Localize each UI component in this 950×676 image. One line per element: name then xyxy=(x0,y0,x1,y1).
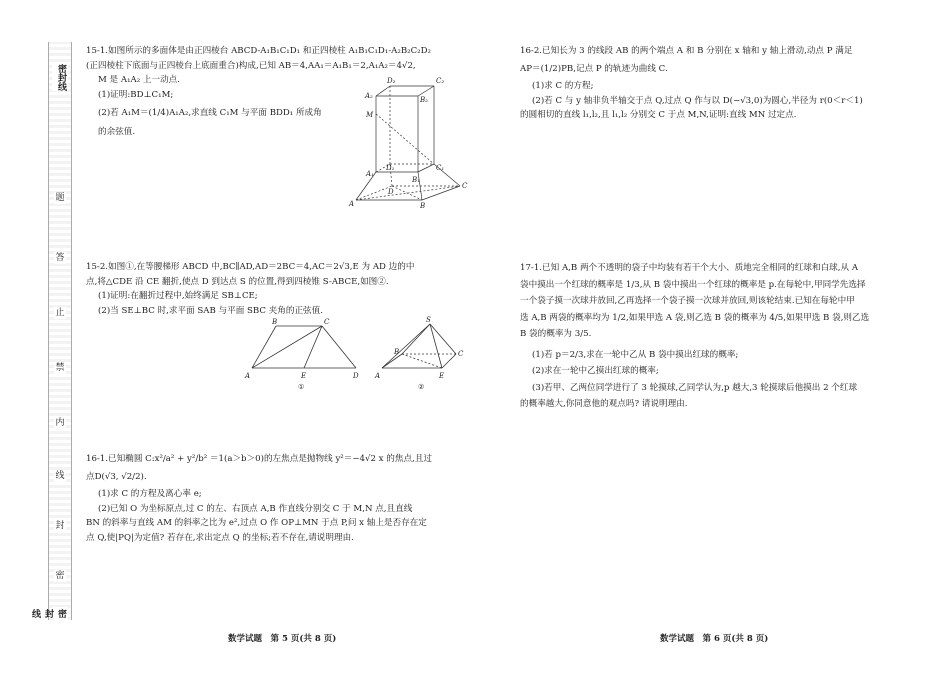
q16-2-part-2: (2)若 C 与 y 轴非负半轴交于点 Q,过点 Q 作与以 D(−√3,0)为圆心,半径为 r(0＜r＜1) xyxy=(532,95,863,106)
binding-top-label: 密封线 xyxy=(52,64,68,91)
page-footer-left: 数学试题 第 5 页(共 8 页) xyxy=(228,634,337,644)
q16-1-part-1: (1)求 C 的方程及离心率 e; xyxy=(98,489,202,499)
question-17-1 xyxy=(520,260,920,413)
q15-2-part-2: (2)当 SE⊥BC 时,求平面 SAB 与平面 SBC 夹角的正弦值. xyxy=(98,305,323,316)
q17-1-line: 的概率越大,你同意他的观点吗? 请说明理由. xyxy=(520,399,688,409)
q16-2-line: 的圆相切的直线 l₁,l₂,且 l₁,l₂ 分别交 C 于点 M,N,证明:直线 MN 过定点. xyxy=(520,110,797,120)
figure-label: D xyxy=(353,372,359,380)
trapezoid-figure-1 xyxy=(240,316,370,392)
figure-label: D₂ xyxy=(387,77,396,85)
question-16-2 xyxy=(520,44,920,123)
pyramid-figure-2 xyxy=(372,316,472,392)
q16-1-line: 点 Q,使|PQ|为定值? 若存在,求出定点 Q 的坐标;若不存在,请说明理由. xyxy=(86,532,354,543)
figure-label: A₁ xyxy=(366,170,374,178)
figure-label: A xyxy=(375,372,381,380)
figure-label: A₂ xyxy=(365,92,373,100)
page-footer-right: 数学试题 第 6 页(共 8 页) xyxy=(660,634,769,644)
binding-mark: 禁 xyxy=(55,363,65,373)
q15-1-part-2: (2)若 A₁M＝(1/4)A₁A₂,求直线 C₁M 与平面 BDD₁ 所成角 xyxy=(98,108,322,118)
question-16-1 xyxy=(86,452,481,545)
figure-label: A xyxy=(349,200,355,208)
q17-1-line: 选 A,B 两袋的概率均为 1/2,如果甲选 A 袋,则乙选 B 袋的概率为 4/5,如果甲选 B 袋,则乙选 xyxy=(520,312,870,323)
figure-label: B xyxy=(272,318,278,326)
binding-bottom-label: 密封线 xyxy=(30,609,66,618)
q16-2-line: AP＝(1/2)PB,记点 P 的轨迹为曲线 C. xyxy=(520,63,668,74)
q15-2-line: 点,将△CDE 沿 CE 翻折,使点 D 到达点 S 的位置,得到四棱锥 S-ABCE,如图②. xyxy=(86,276,389,287)
q15-2-line: 15-2.如图①,在等腰梯形 ABCD 中,BC∥AD,AD＝2BC＝4,AC＝2√3,E 为 AD 边的中 xyxy=(86,262,415,272)
figure-label: C xyxy=(458,350,464,358)
q15-1-line: M 是 A₁A₂ 上一动点. xyxy=(98,75,180,85)
figure-label: C xyxy=(462,182,468,190)
q15-1-line: 15-1.如图所示的多面体是由正四棱台 ABCD-A₁B₁C₁D₁ 和正四棱柱 A₁B₁C₁D₁-A₂B₂C₂D₂ xyxy=(86,46,431,56)
figure-label: C₁ xyxy=(436,164,445,172)
figure-label: S xyxy=(426,316,431,324)
q17-1-part-3: (3)若甲、乙两位同学进行了 3 轮摸球,乙同学认为,p 越大,3 轮摸球后他摸出 2 个红球 xyxy=(532,382,858,393)
question-15-2 xyxy=(86,260,481,318)
q16-1-line: 点D(√3, √2/2). xyxy=(86,471,147,482)
figure-label: A xyxy=(245,372,251,380)
q16-2-part-1: (1)求 C 的方程; xyxy=(532,81,594,91)
figure-label: E xyxy=(301,372,307,380)
polyhedron-figure xyxy=(346,74,476,212)
q17-1-part-1: (1)若 p＝2/3,求在一轮中乙从 B 袋中摸出红球的概率; xyxy=(532,349,739,360)
q16-1-line: 16-1.已知椭圆 C:x²/a² + y²/b² ＝1(a＞b＞0)的左焦点是抛物线 y²＝−4√2 x 的焦点,且过 xyxy=(86,454,432,464)
binding-mark: 止 xyxy=(55,308,65,318)
q15-2-part-1: (1)证明:在翻折过程中,始终满足 SB⊥CE; xyxy=(98,291,258,301)
figure-label: B₁ xyxy=(412,176,420,184)
figure-caption: ① xyxy=(298,383,305,391)
q15-1-line: (正四棱柱下底面与正四棱台上底面重合)构成,已知 AB＝4,AA₁＝A₁B₁＝2,A₁A₂＝4√2, xyxy=(86,60,416,71)
figure-label: M xyxy=(366,111,374,119)
figure-label: C xyxy=(324,318,330,326)
binding-strip xyxy=(30,42,72,620)
binding-mark: 线 xyxy=(55,471,65,481)
q15-1-part-1: (1)证明:BD⊥C₁M; xyxy=(98,89,174,100)
q17-1-line: 一个袋子摸一次球并放回,乙再选择一个袋子摸一次球并放回,则该轮结束.已知在每轮中甲 xyxy=(520,296,855,306)
figure-label: D₁ xyxy=(386,164,395,172)
q17-1-line: 袋中摸出一个红球的概率是 1/3,从 B 袋中摸出一个红球的概率是 p.在每轮中,甲同学先选择 xyxy=(520,279,866,290)
binding-mark: 题 xyxy=(55,193,65,203)
binding-mark: 内 xyxy=(55,418,65,428)
binding-mark: 答 xyxy=(55,253,65,263)
q15-1-line: 的余弦值. xyxy=(98,126,136,137)
figure-label: E xyxy=(439,372,445,380)
q16-1-part-2: (2)已知 O 为坐标原点,过 C 的左、右顶点 A,B 作直线分别交 C 于 M,N 点,且直线 xyxy=(98,503,413,514)
binding-mark: 密 xyxy=(55,571,65,581)
binding-mark: 封 xyxy=(55,521,65,531)
q16-1-line: BN 的斜率与直线 AM 的斜率之比为 e²,过点 O 作 OP⊥MN 于点 P,问 x 轴上是否存在定 xyxy=(86,518,427,528)
q17-1-line: 17-1.已知 A,B 两个不透明的袋子中均装有若干个大小、质地完全相同的红球和白球,从 A xyxy=(520,263,859,273)
figure-label: D xyxy=(388,188,394,196)
figure-label: C₂ xyxy=(436,77,445,85)
figure-caption: ② xyxy=(418,383,425,391)
q17-1-part-2: (2)求在一轮中乙摸出红球的概率; xyxy=(532,366,659,376)
q16-2-line: 16-2.已知长为 3 的线段 AB 的两个端点 A 和 B 分别在 x 轴和 y 轴上滑动,动点 P 满足 xyxy=(520,46,853,56)
figure-label: B xyxy=(394,348,400,356)
figure-label: B₂ xyxy=(420,96,428,104)
q17-1-line: B 袋的概率为 3/5. xyxy=(520,329,592,339)
figure-label: B xyxy=(420,202,426,210)
